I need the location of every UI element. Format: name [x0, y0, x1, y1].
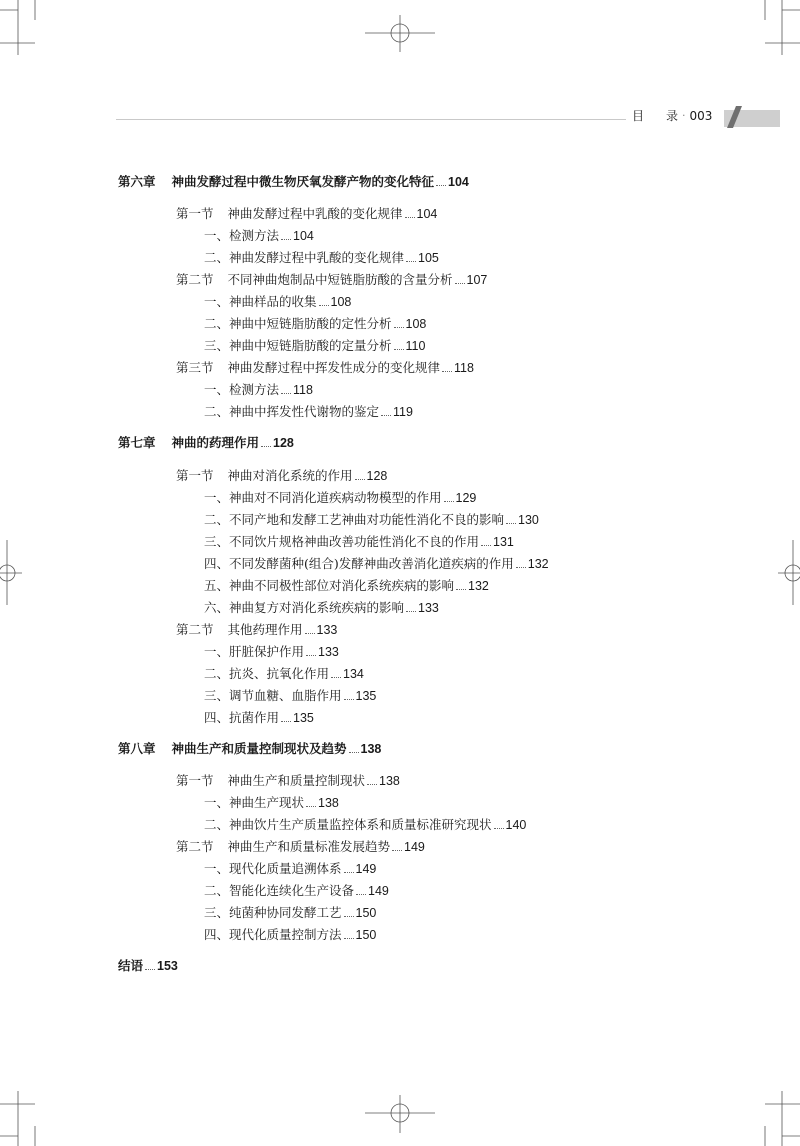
section-title: 不同神曲炮制品中短链脂肪酸的含量分析 — [227, 272, 453, 287]
leader-dots — [455, 283, 465, 284]
section-title: 神曲对消化系统的作用 — [227, 468, 353, 483]
page-number: 132 — [527, 557, 549, 571]
page-number: 104 — [448, 175, 469, 189]
leader-dots — [381, 415, 391, 416]
conclusion-title: 结语 — [118, 958, 144, 973]
page-number: 108 — [405, 317, 427, 331]
running-header — [632, 107, 722, 124]
item-title: 一、检测方法 — [204, 228, 280, 243]
header-rule — [116, 119, 626, 120]
item-title: 五、神曲不同极性部位对消化系统疾病的影响 — [204, 578, 455, 593]
header-page-tab — [724, 110, 780, 127]
leader-dots — [406, 261, 416, 262]
chapter-number: 第六章 — [118, 174, 156, 189]
page-number: 134 — [343, 667, 364, 681]
chapter-number: 第八章 — [118, 741, 156, 756]
chapter-title: 神曲发酵过程中微生物厌氧发酵产物的变化特征 — [171, 174, 435, 189]
item-title: 二、神曲发酵过程中乳酸的变化规律 — [204, 250, 405, 265]
section-number: 第三节 — [176, 360, 214, 375]
leader-dots — [281, 239, 291, 240]
leader-dots — [406, 611, 416, 612]
leader-dots — [392, 850, 402, 851]
leader-dots — [281, 721, 291, 722]
page-number: 149 — [355, 862, 377, 876]
leader-dots — [355, 479, 365, 480]
page-number: 133 — [316, 623, 338, 637]
section-title: 神曲发酵过程中挥发性成分的变化规律 — [227, 360, 441, 375]
leader-dots — [405, 217, 415, 218]
section-number: 第一节 — [176, 773, 214, 788]
item-title: 六、神曲复方对消化系统疾病的影响 — [204, 600, 405, 615]
page-number: 129 — [455, 491, 477, 505]
page-number: 105 — [418, 251, 439, 265]
page-number: 104 — [416, 207, 438, 221]
section-title: 神曲生产和质量标准发展趋势 — [227, 839, 391, 854]
header-page-number: 003 — [689, 108, 713, 123]
page-number: 107 — [466, 273, 488, 287]
item-title: 一、神曲生产现状 — [204, 795, 305, 810]
section-number: 第二节 — [176, 272, 214, 287]
page-number: 133 — [318, 645, 339, 659]
leader-dots — [356, 894, 366, 895]
page-number: 133 — [418, 601, 439, 615]
page-number: 108 — [330, 295, 352, 309]
item-title: 二、神曲饮片生产质量监控体系和质量标准研究现状 — [204, 817, 492, 832]
item-title: 一、检测方法 — [204, 382, 280, 397]
item-title: 一、神曲样品的收集 — [204, 294, 317, 309]
section-title: 神曲发酵过程中乳酸的变化规律 — [227, 206, 403, 221]
item-title: 四、抗菌作用 — [204, 710, 280, 725]
section-number: 第一节 — [176, 206, 214, 221]
page-number: 132 — [468, 579, 489, 593]
page-number: 138 — [318, 796, 339, 810]
section-title: 其他药理作用 — [227, 622, 303, 637]
item-title: 三、神曲中短链脂肪酸的定量分析 — [204, 338, 392, 353]
leader-dots — [306, 806, 316, 807]
page-number: 150 — [355, 906, 377, 920]
leader-dots — [305, 633, 315, 634]
header-separator: · — [682, 109, 686, 122]
item-title: 二、智能化连续化生产设备 — [204, 883, 355, 898]
header-label-lu: 录 — [666, 109, 679, 123]
page-number: 131 — [493, 535, 514, 549]
leader-dots — [436, 185, 446, 186]
leader-dots — [506, 523, 516, 524]
page-number: 128 — [366, 469, 388, 483]
page-number: 153 — [157, 959, 178, 973]
chapter-number: 第七章 — [118, 435, 156, 450]
page-number: 118 — [293, 383, 313, 397]
leader-dots — [344, 699, 354, 700]
page-number: 118 — [454, 361, 474, 375]
leader-dots — [349, 752, 359, 753]
section-number: 第二节 — [176, 622, 214, 637]
leader-dots — [145, 969, 155, 970]
item-title: 二、神曲中挥发性代谢物的鉴定 — [204, 404, 380, 419]
leader-dots — [281, 393, 291, 394]
leader-dots — [481, 545, 491, 546]
section-number: 第一节 — [176, 468, 214, 483]
page-number: 110 — [405, 339, 426, 353]
page-number: 135 — [293, 711, 314, 725]
chapter-title: 神曲的药理作用 — [171, 435, 260, 450]
leader-dots — [367, 784, 377, 785]
item-title: 四、现代化质量控制方法 — [204, 927, 342, 942]
item-title: 三、不同饮片规格神曲改善功能性消化不良的作用 — [204, 534, 480, 549]
page-number: 130 — [518, 513, 539, 527]
page-number: 128 — [273, 436, 294, 450]
leader-dots — [442, 371, 452, 372]
leader-dots — [394, 349, 404, 350]
page-number: 104 — [293, 229, 314, 243]
page-number: 149 — [404, 840, 425, 854]
item-title: 一、肝脏保护作用 — [204, 644, 305, 659]
item-title: 二、抗炎、抗氧化作用 — [204, 666, 330, 681]
page-number: 140 — [505, 818, 527, 832]
chapter-title: 神曲生产和质量控制现状及趋势 — [171, 741, 347, 756]
item-title: 二、不同产地和发酵工艺神曲对功能性消化不良的影响 — [204, 512, 505, 527]
leader-dots — [444, 501, 454, 502]
page-number: 135 — [355, 689, 377, 703]
leader-dots — [331, 677, 341, 678]
page-number: 138 — [360, 742, 382, 756]
item-title: 一、现代化质量追溯体系 — [204, 861, 342, 876]
leader-dots — [516, 567, 526, 568]
item-title: 四、不同发酵菌种(组合)发酵神曲改善消化道疾病的作用 — [204, 556, 514, 571]
leader-dots — [319, 305, 329, 306]
item-title: 三、纯菌种协同发酵工艺 — [204, 905, 342, 920]
page-number: 150 — [355, 928, 377, 942]
page-number: 138 — [379, 774, 400, 788]
item-title: 二、神曲中短链脂肪酸的定性分析 — [204, 316, 392, 331]
leader-dots — [344, 916, 354, 917]
leader-dots — [494, 828, 504, 829]
page-number: 149 — [368, 884, 389, 898]
leader-dots — [344, 938, 354, 939]
section-number: 第二节 — [176, 839, 214, 854]
leader-dots — [456, 589, 466, 590]
leader-dots — [306, 655, 316, 656]
item-title: 一、神曲对不同消化道疾病动物模型的作用 — [204, 490, 442, 505]
leader-dots — [344, 872, 354, 873]
leader-dots — [394, 327, 404, 328]
item-title: 三、调节血糖、血脂作用 — [204, 688, 342, 703]
leader-dots — [261, 446, 271, 447]
header-label-mu: 目 — [632, 109, 645, 123]
section-title: 神曲生产和质量控制现状 — [227, 773, 366, 788]
page-number: 119 — [393, 405, 413, 419]
